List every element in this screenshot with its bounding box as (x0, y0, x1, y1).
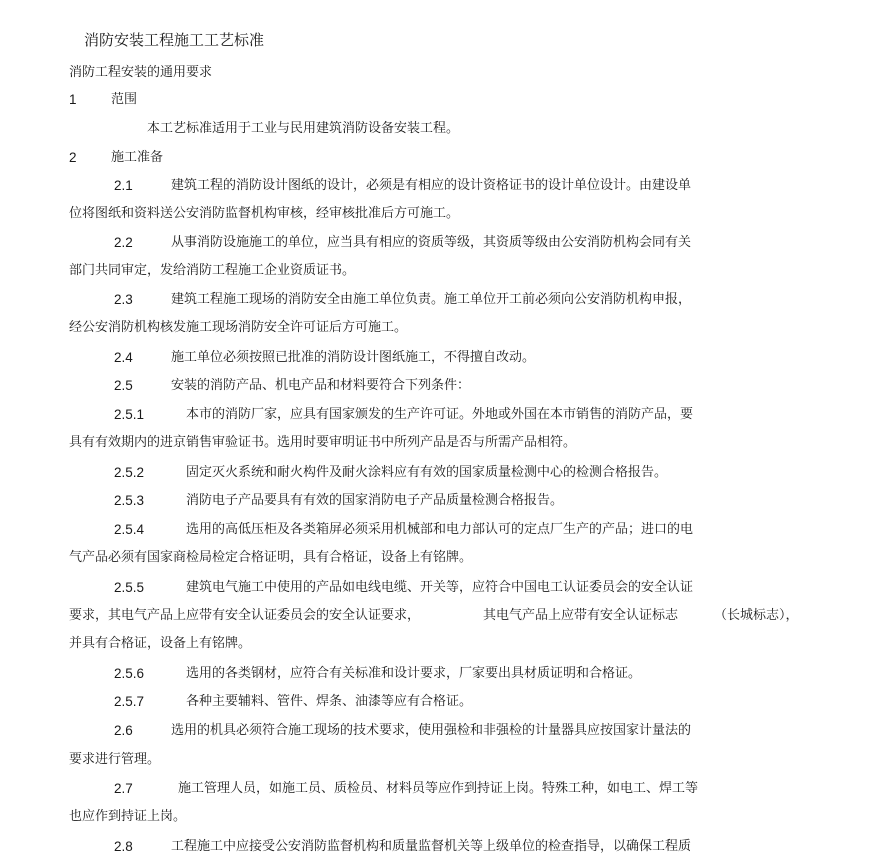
clause-text: 施工管理人员，如施工员、质检员、材料员等应作到持证上岗。特殊工种，如电工、焊工等 (178, 781, 699, 796)
clause-text: 消防电子产品要具有有效的国家消防电子产品质量检测合格报告。 (186, 493, 564, 508)
clause-text: 安装的消防产品、机电产品和材料要符合下列条件： (171, 378, 471, 393)
clause-text: 工程施工中应接受公安消防监督机构和质量监督机关等上级单位的检查指导，以确保工程质 (171, 839, 692, 854)
clause-text: 建筑工程的消防设计图纸的设计，必须是有相应的设计资格证书的设计单位设计。由建设单 (171, 178, 692, 193)
section-number: 1 (69, 92, 77, 107)
clause-text: （长城标志）， (714, 608, 799, 623)
clause-number: 2.5.3 (114, 493, 145, 508)
clause-number: 2.6 (114, 723, 133, 738)
clause-number: 2.5.4 (114, 522, 145, 537)
clause-number: 2.5.5 (114, 580, 145, 595)
section-heading: 施工准备 (111, 150, 164, 165)
paragraph-text: 本工艺标准适用于工业与民用建筑消防设备安装工程。 (147, 121, 460, 136)
clause-text: 也应作到持证上岗。 (69, 809, 187, 824)
clause-number: 2.2 (114, 235, 133, 250)
clause-text: 选用的机具必须符合施工现场的技术要求，使用强检和非强检的计量器具应按国家计量法的 (171, 723, 692, 738)
section-heading: 范围 (111, 92, 138, 107)
clause-text: 要求进行管理。 (69, 752, 161, 767)
clause-text: 建筑工程施工现场的消防安全由施工单位负责。施工单位开工前必须向公安消防机构申报， (171, 292, 692, 307)
clause-text: 气产品必须有国家商检局检定合格证明，具有合格证，设备上有铭牌。 (69, 550, 473, 565)
clause-text: 从事消防设施施工的单位，应当具有相应的资质等级，其资质等级由公安消防机构会同有关 (171, 235, 692, 250)
clause-text: 经公安消防机构核发施工现场消防安全许可证后方可施工。 (69, 320, 408, 335)
clause-number: 2.5.7 (114, 694, 145, 709)
clause-text: 其电气产品上应带有安全认证标志 (483, 608, 679, 623)
clause-number: 2.5.2 (114, 465, 145, 480)
clause-number: 2.5 (114, 378, 133, 393)
clause-text: 施工单位必须按照已批准的消防设计图纸施工，不得擅自改动。 (171, 350, 536, 365)
clause-text: 各种主要辅料、管件、焊条、油漆等应有合格证。 (186, 694, 473, 709)
clause-number: 2.8 (114, 839, 133, 854)
clause-text: 建筑电气施工中使用的产品如电线电缆、开关等，应符合中国电工认证委员会的安全认证 (186, 580, 694, 595)
clause-text: 选用的各类钢材，应符合有关标准和设计要求，厂家要出具材质证明和合格证。 (186, 666, 642, 681)
page-subtitle: 消防工程安装的通用要求 (69, 65, 213, 80)
clause-number: 2.7 (114, 781, 133, 796)
clause-text: 部门共同审定，发给消防工程施工企业资质证书。 (69, 263, 356, 278)
clause-number: 2.5.6 (114, 666, 145, 681)
section-number: 2 (69, 150, 77, 165)
clause-text: 要求，其电气产品上应带有安全认证委员会的安全认证要求， (69, 608, 421, 623)
page-title: 消防安装工程施工工艺标准 (84, 31, 265, 49)
clause-number: 2.1 (114, 178, 133, 193)
clause-number: 2.3 (114, 292, 133, 307)
clause-number: 2.4 (114, 350, 133, 365)
clause-number: 2.5.1 (114, 407, 145, 422)
clause-text: 位将图纸和资料送公安消防监督机构审核，经审核批准后方可施工。 (69, 206, 460, 221)
clause-text: 具有有效期内的进京销售审验证书。选用时要审明证书中所列产品是否与所需产品相符。 (69, 435, 577, 450)
clause-text: 并具有合格证，设备上有铭牌。 (69, 636, 252, 651)
clause-text: 本市的消防厂家，应具有国家颁发的生产许可证。外地或外国在本市销售的消防产品，要 (186, 407, 694, 422)
clause-text: 固定灭火系统和耐火构件及耐火涂料应有有效的国家质量检测中心的检测合格报告。 (186, 465, 668, 480)
clause-text: 选用的高低压柜及各类箱屏必须采用机械部和电力部认可的定点厂生产的产品；进口的电 (186, 522, 694, 537)
